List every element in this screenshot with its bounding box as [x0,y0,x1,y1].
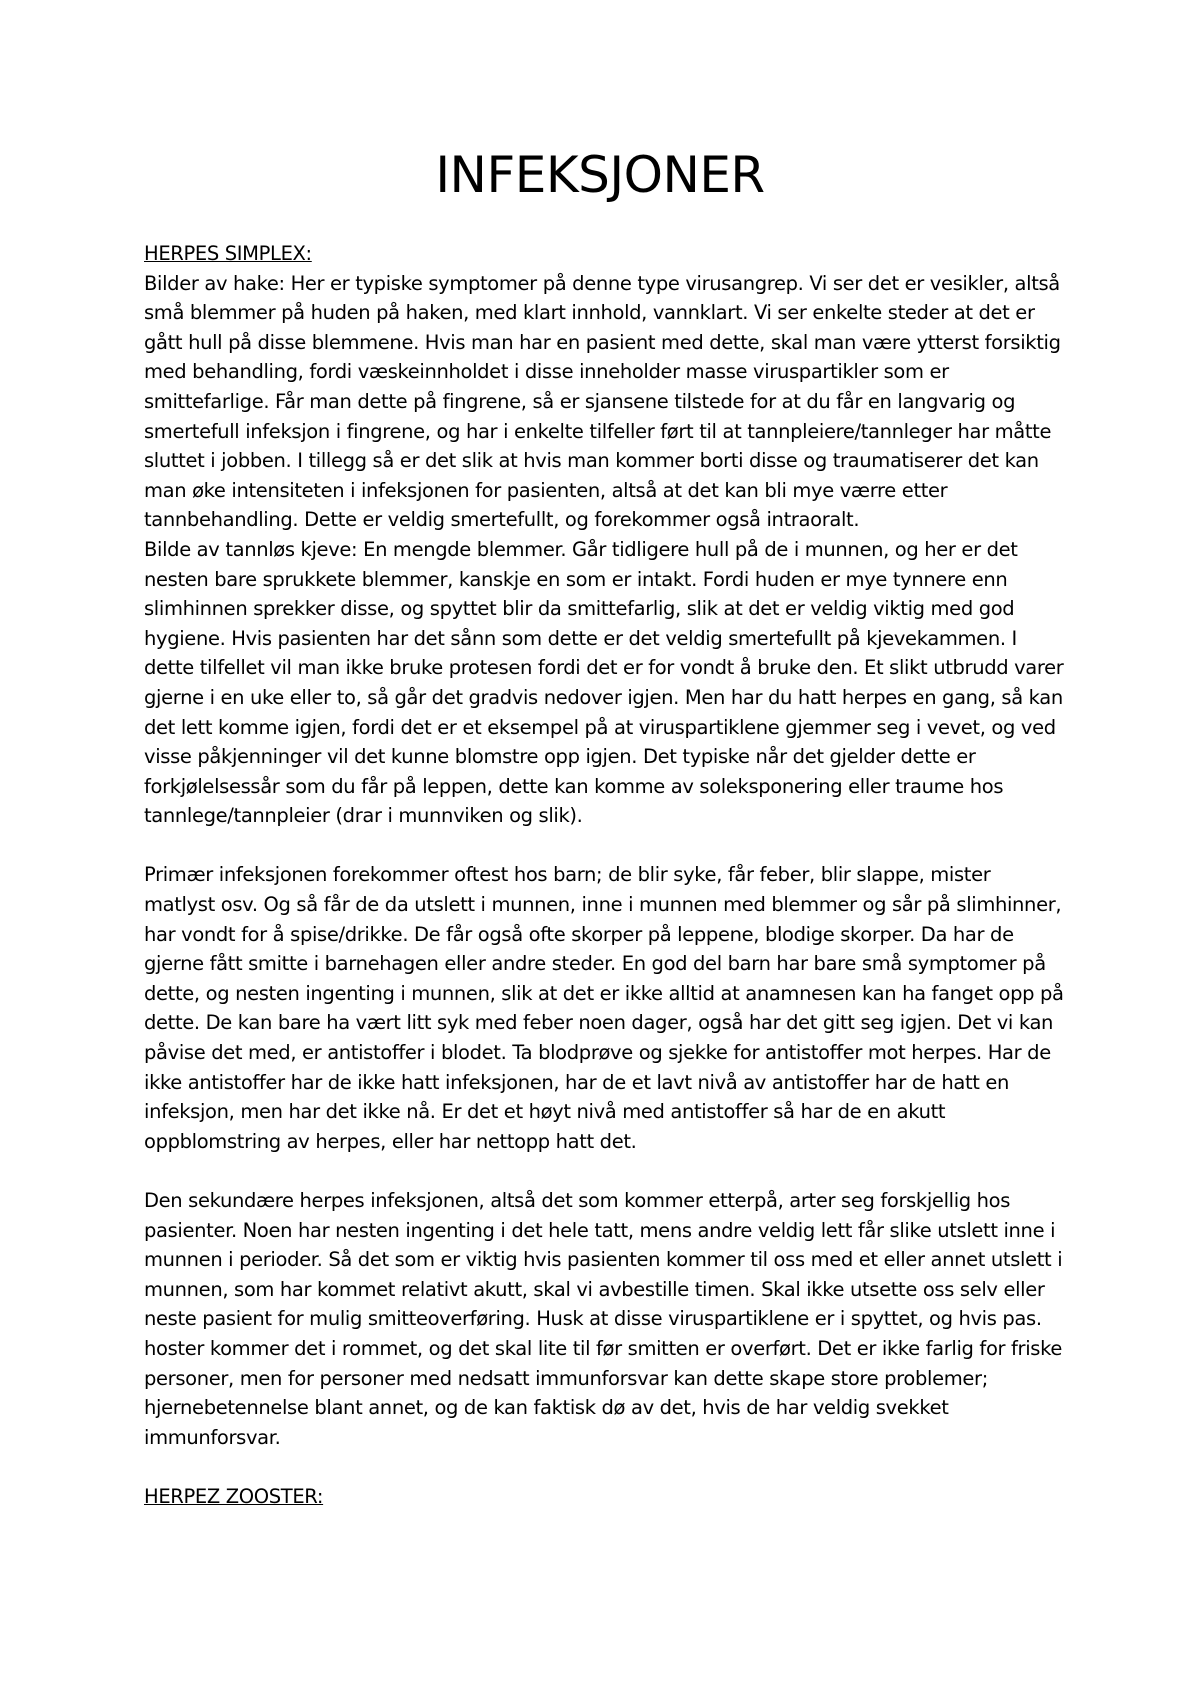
paragraph-chin-images: Bilder av hake: Her er typiske symptomer på denne type virusangrep. Vi ser det er vesikler, altså små blemmer på huden på haken, med klart innhold, vannklart. Vi ser enkelte steder at det er gått hull på disse blemmene. Hvis man har en pasient med dette, skal man være ytterst forsiktig med behandling, fordi væskeinnholdet i disse inneholder masse viruspartikler som er smittefarlige. Får man dette på fingrene, så er sjansene tilstede for at du får en langvarig og smertefull infeksjon i fingrene, og har i enkelte tilfeller ført til at tannpleiere/tannleger har måtte sluttet i jobben. I tillegg så er det slik at hvis man kommer borti disse og traumatiserer det kan man øke intensiteten i infeksjonen for pasienten, altså at det kan bli mye værre etter tannbehandling. Dette er veldig smertefullt, og forekommer også intraoralt. [144,271,1061,532]
paragraph-spacer [144,831,1064,861]
paragraph-secondary-infection: Den sekundære herpes infeksjonen, altså det som kommer etterpå, arter seg forskjellig hos pasienter. Noen har nesten ingenting i det hele tatt, mens andre veldig lett får slike utslett inne i munnen i perioder. Så det som er viktig hvis pasienten kommer til oss med et eller annet utslett i munnen, som har kommet relativt akutt, skal vi avbestille timen. Skal ikke utsette oss selv eller neste pasient for mulig smitteoverføring. Husk at disse viruspartiklene er i spyttet, og hvis pas. hoster kommer det i rommet, og det skal lite til før smitten er overført. Det er ikke farlig for friske personer, men for personer med nedsatt immunforsvar kan dette skape store problemer; hjernebetennelse blant annet, og de kan faktisk dø av det, hvis de har veldig svekket immunforsvar. [144,1189,1063,1449]
paragraph-spacer [144,1156,1064,1186]
section-heading-herpes-zoster: HERPEZ ZOOSTER: [144,1484,324,1508]
paragraph-primary-infection: Primær infeksjonen forekommer oftest hos barn; de blir syke, får feber, blir slappe, mister matlyst osv. Og så får de da utslett i munnen, inne i munnen med blemmer og sår på slimhinner, har vondt for å spise/drikke. De får også ofte skorper på leppene, blodige skorper. Da har de gjerne fått smitte i barnehagen eller andre steder. En god del barn har bare små symptomer på dette, og nesten ingenting i munnen, slik at det er ikke alltid at anamnesen kan ha fanget opp på dette. De kan bare ha vært litt syk med feber noen dager, også har det gitt seg igjen. Det vi kan påvise det med, er antistoffer i blodet. Ta blodprøve og sjekke for antistoffer mot herpes. Har de ikke antistoffer har de ikke hatt infeksjonen, har de et lavt nivå av antistoffer har de hatt en infeksjon, men har det ikke nå. Er det et høyt nivå med antistoffer så har de en akutt oppblomstring av herpes, eller har nettopp hatt det. [144,863,1064,1153]
paragraph-spacer [144,1452,1064,1482]
section-heading-herpes-simplex: HERPES SIMPLEX: [144,242,312,265]
document-title: INFEKSJONER [435,146,765,204]
paragraph-edentulous-jaw: Bilde av tannløs kjeve: En mengde blemmer. Går tidligere hull på de i munnen, og her er det nesten bare sprukkete blemmer, kanskje en som er intakt. Fordi huden er mye tynnere enn slimhinnen sprekker disse, og spyttet blir da smittefarlig, slik at det er veldig viktig med god hygiene. Hvis pasienten har det sånn som dette er det veldig smertefullt på kjevekammen. I dette tilfellet vil man ikke bruke protesen fordi det er for vondt å bruke den. Et slikt utbrudd varer gjerne i en uke eller to, så går det gradvis nedover igjen. Men har du hatt herpes en gang, så kan det lett komme igjen, fordi det er et eksempel på at viruspartiklene gjemmer seg i vevet, og ved visse påkjenninger vil det kunne blomstre opp igjen. Det typiske når det gjelder dette er forkjølelsessår som du får på leppen, dette kan komme av soleksponering eller traume hos tannlege/tannpleier (drar i munnviken og slik). [144,537,1064,828]
document-body [144,239,1064,1512]
